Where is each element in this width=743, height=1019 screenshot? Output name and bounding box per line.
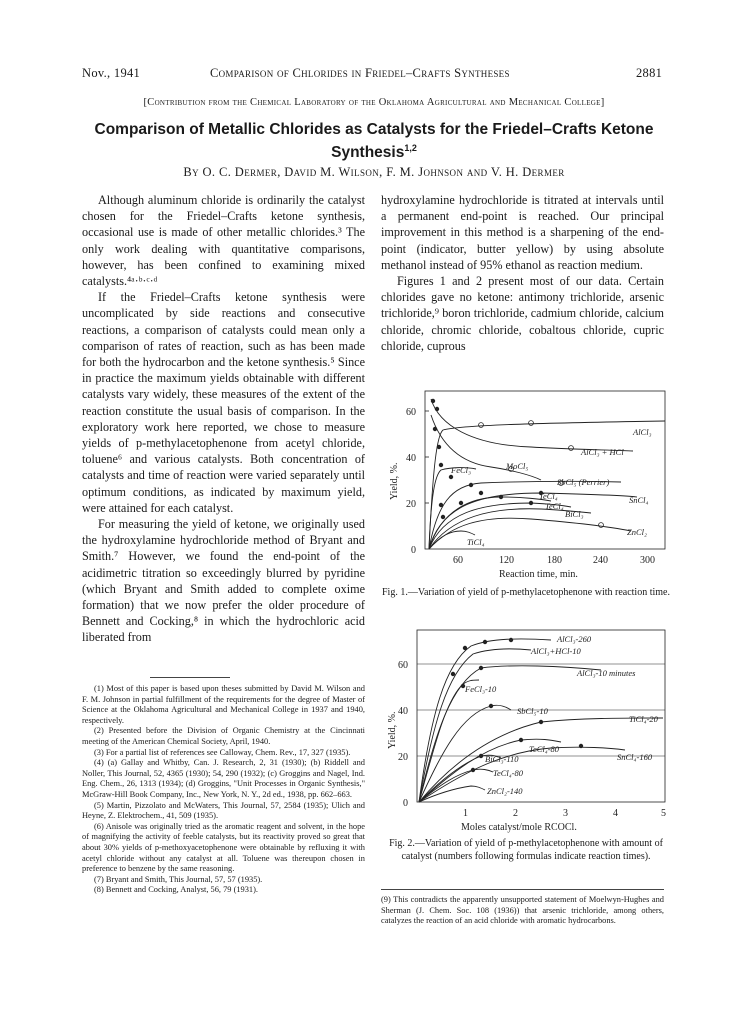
figure-2-chart — [381, 624, 671, 836]
footnote: (6) Anisole was originally tried as the aromatic reagent and solvent, in the hope of magnifying the activity of feeble catalysts, but its reactivity proved so great that about 30% yields of p-methoxyacetophenone were obtainable by refluxing it with acetyl chloride without any catalyst at all. Toluene was thereupon chosen in preference to benzene by the same reasoning. — [82, 821, 365, 874]
footnote: (4) (a) Gallay and Whitby, Can. J. Research, 2, 31 (1930); (b) Riddell and Noller, This Journal, 52, 4365 (1930); 54, 290 (1932); (c) Groggins and Nagel, Ind. Eng. Chem., 26, 1313 (1934); (d) Groggins, "Unit Processes in Organic Synthesis," McGraw-Hill Book Company, Inc., New York, N. Y., 2d ed., 1938, pp. 662–663. — [82, 758, 365, 799]
fig1-label-alcl3: AlCl₃ — [633, 427, 652, 437]
fig1-label-tecl4b: TeCl₄ — [545, 501, 564, 511]
fig2-label: SnCl₄-160 — [617, 752, 653, 762]
fig1-xtick: 180 — [547, 555, 562, 566]
footnote-divider — [381, 889, 664, 890]
fig1-xtick: 60 — [453, 555, 463, 566]
fig1-label-bicl3: BiCl₃ — [565, 509, 584, 519]
title-text: Comparison of Metallic Chlorides as Catalysts for the Friedel–Crafts Ketone Synthesis — [94, 121, 654, 162]
fig2-label: ZnCl₂-140 — [487, 786, 523, 796]
authors: By O. C. Dermer, David M. Wilson, F. M. Johnson and V. H. Dermer — [183, 165, 565, 179]
fig2-label: AlCl₃-10 minutes — [577, 668, 636, 678]
paragraph: hydroxylamine hydrochloride is titrated at intervals until a permanent end-point is reached. Our principal improvement in this method is a sharpening of the end-point (indicator, butter yellow) by using absolute methanol instead of 95% ethanol as reaction medium. — [381, 193, 664, 272]
footnote-right: (9) This contradicts the apparently unsupported statement of Moelwyn-Hughes and Sherman (J. Chem. Soc. 108 (1936)) that arsenic trichloride, among others, catalyzes the reaction of an acid chloride with aromatic hydrocarbons. — [381, 895, 664, 926]
fig1-label-sbcl5: SbCl₅ (Perrier) — [557, 477, 610, 487]
footnote: (2) Presented before the Division of Organic Chemistry at the Cincinnati meeting of the American Chemical Society, April, 1940. — [82, 726, 365, 746]
fig2-curve-alcl3-10 — [419, 666, 601, 802]
fig2-ytick: 20 — [398, 752, 408, 763]
fig1-xlabel: Reaction time, min. — [499, 569, 578, 580]
fig1-label-mocl5: MoCl₅ — [506, 461, 529, 471]
footnote-divider — [150, 677, 230, 678]
fig2-label: TeCl₄-80 — [529, 744, 560, 754]
fig1-xtick: 240 — [593, 555, 608, 566]
fig2-xtick: 5 — [661, 808, 666, 819]
fig1-label-sncl4: SnCl₄ — [629, 495, 649, 505]
fig1-label-tecl4: TeCl₄ — [539, 491, 558, 501]
paragraph: If the Friedel–Crafts ketone synthesis were uncomplicated by side reactions and consecutive reactions, a comparison of catalysts could mean only a comparison of rates of reaction, such as has been made for both the hydrocarbon and the ketone synthesis.⁵ Since in practice the maximum yields obtainable with different catalysts vary widely, these measures of the extent of the reaction constitute the usual basis of comparison. In the exploratory work here reported, we chose to measure yields of p-methylacetophenone from acetyl chloride, toluene⁶ and various catalysts. Both concentration of catalysts and time of reaction were varied separately until optimum conditions, as indicated by maximum yield, were attained for each catalyst. — [82, 290, 365, 515]
fig2-xtick: 1 — [463, 808, 468, 819]
fig1-label-ticl4: TiCl₄ — [467, 537, 485, 547]
fig2-label: TiCl₄-20 — [629, 714, 658, 724]
fig2-label: AlCl₃-260 — [557, 634, 592, 644]
fig1-ytick: 60 — [406, 407, 416, 418]
fig1-xtick: 300 — [640, 555, 655, 566]
fig2-label: AlCl₃+HCl-10 — [531, 646, 581, 656]
figure-2-caption: Fig. 2.—Variation of yield of p-methylacetophenone with amount of catalyst (numbers following formulas indicate reaction times). — [389, 838, 663, 862]
title-superscript: 1,2 — [404, 143, 417, 153]
fig2-ytick: 60 — [398, 660, 408, 671]
fig1-xtick: 120 — [499, 555, 514, 566]
fig1-ytick: 0 — [411, 545, 416, 556]
fig2-label: SbCl₅-10 — [517, 706, 548, 716]
figure-1-chart — [381, 385, 671, 585]
fig1-label-zncl2: ZnCl₂ — [627, 527, 647, 537]
fig1-ytick: 20 — [406, 499, 416, 510]
contribution-note: [Contribution from the Chemical Laboratory of the Oklahoma Agricultural and Mechanical College] — [143, 97, 605, 108]
paragraph: For measuring the yield of ketone, we originally used the hydroxylamine hydrochloride method of Bryant and Smith.⁷ However, we found the end-point of the acidimetric titration so exceedingly blurred by pyridine (which Bryant and Smith added to complete oxime formation) that we now prefer the older procedure of Bennett and Cocking,⁸ in which the hydrochloric acid liberated from — [82, 517, 365, 645]
fig1-label-alcl3-hcl: AlCl₃ + HCl — [581, 447, 624, 457]
fig1-label-fecl3: FeCl₃ — [451, 465, 471, 475]
footnote: (1) Most of this paper is based upon theses submitted by David M. Wilson and F. M. Johnson in partial fulfillment of the requirements for the degree of Master of Science at the Oklahoma Agricultural and Mechanical College in 1937 and 1940, respectively. — [82, 684, 365, 725]
fig2-xtick: 2 — [513, 808, 518, 819]
fig1-curve-tecl4 — [429, 497, 551, 549]
fig2-xtick: 3 — [563, 808, 568, 819]
footnote: (7) Bryant and Smith, This Journal, 57, 57 (1935). — [94, 874, 263, 884]
paper-title — [82, 120, 666, 162]
fig1-ytick: 40 — [406, 453, 416, 464]
header-center: Comparison of Chlorides in Friedel–Crafts Syntheses — [210, 66, 510, 80]
fig2-curve-alcl3-260 — [419, 639, 551, 802]
fig2-ytick: 40 — [398, 706, 408, 717]
right-column — [381, 192, 664, 354]
left-column — [82, 192, 365, 646]
paragraph: Although aluminum chloride is ordinarily the catalyst chosen for the Friedel–Crafts ketone synthesis, occasional use is made of other metallic chlorides.³ The only work dealing with quantitative comparisons, however, has been confined to examining mixed catalysts.⁴ᵃ·ᵇ·ᶜ·ᵈ — [82, 193, 365, 289]
fig2-ytick: 0 — [403, 798, 408, 809]
fig2-label: FeCl₃-10 — [465, 684, 497, 694]
header-page-number: 2881 — [636, 66, 663, 80]
footnotes-left — [82, 684, 365, 896]
paragraph: Figures 1 and 2 present most of our data. Certain chlorides gave no ketone: antimony trichloride, arsenic trichloride,⁹ boron trichloride, cadmium chloride, calcium chloride, chromic chloride, cobaltous chloride, cupric chloride, cuprous — [381, 274, 664, 353]
footnote: (3) For a partial list of references see Calloway, Chem. Rev., 17, 327 (1935). — [94, 747, 351, 757]
header-left: Nov., 1941 — [82, 66, 141, 80]
footnote: (5) Martin, Pizzolato and McWaters, This Journal, 57, 2584 (1935); Ulich and Heyne, Z. Elektrochem., 41, 509 (1935). — [82, 800, 365, 821]
fig2-xlabel: Moles catalyst/mole RCOCl. — [461, 822, 577, 833]
fig2-label: TeCl₄-80 — [493, 768, 524, 778]
fig2-xtick: 4 — [613, 808, 618, 819]
fig1-ylabel: Yield, %. — [389, 462, 400, 500]
fig1-curve-sbcl5 — [429, 481, 621, 549]
figure-1-caption: Fig. 1.—Variation of yield of p-methylacetophenone with reaction time. — [382, 587, 670, 598]
fig2-label: BiCl₃-110 — [485, 754, 519, 764]
footnote: (8) Bennett and Cocking, Analyst, 56, 79 (1931). — [94, 885, 258, 895]
fig2-ylabel: Yield, %. — [387, 711, 398, 749]
